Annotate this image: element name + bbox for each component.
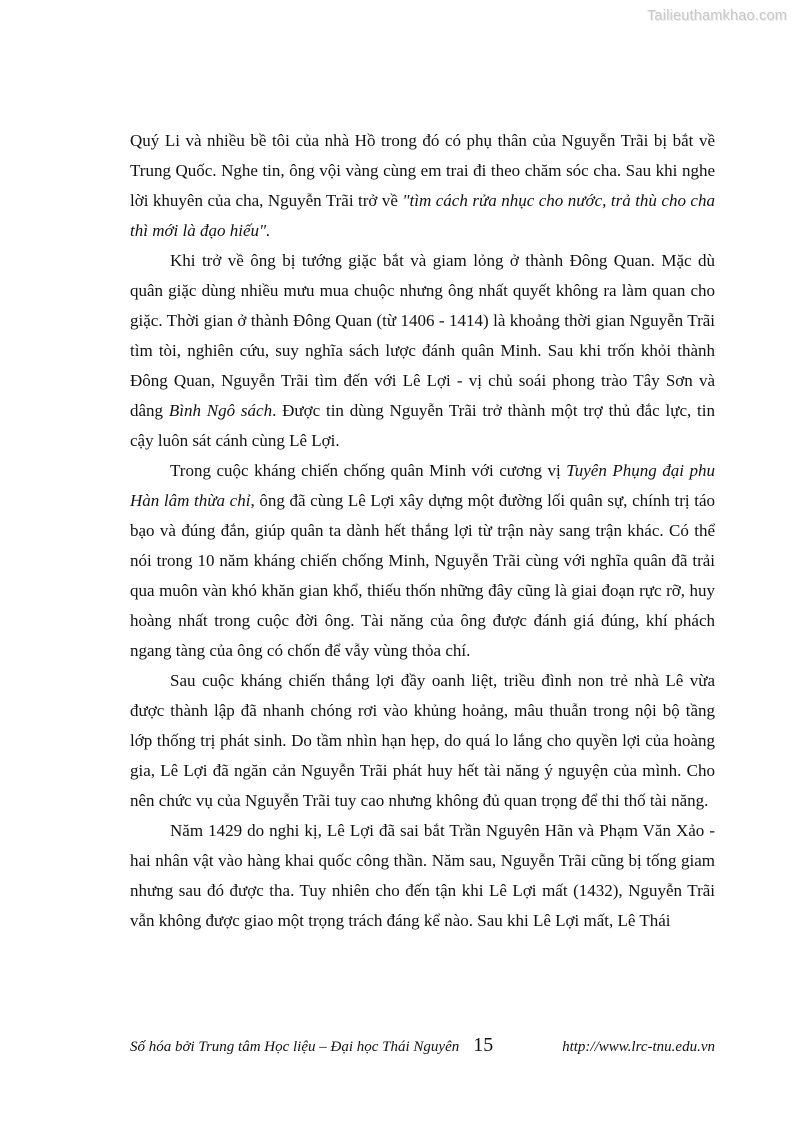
page-footer <box>130 1034 715 1057</box>
footer-digitized-by: Số hóa bởi Trung tâm Học liệu – Đại học Thái Nguyên <box>130 1039 460 1055</box>
italic-text-run: "tìm cách rửa nhục cho nước, trả thù cho cha thì mới là đạo hiếu". <box>130 191 715 240</box>
paragraph <box>130 816 715 936</box>
text-run: Trong cuộc kháng chiến chống quân Minh với cương vị <box>170 461 567 480</box>
page-number: 15 <box>473 1034 494 1056</box>
italic-text-run: Bình Ngô sách <box>168 401 273 420</box>
document-body <box>130 126 715 936</box>
paragraph <box>130 126 715 246</box>
italic-text-run: Tuyên Phụng đại phu Hàn lâm thừa chỉ <box>130 461 715 510</box>
text-run: , ông đã cùng Lê Lợi xây dựng một đường lối quân sự, chính trị táo bạo và đúng đắn, giúp quân ta dành hết thắng lợi từ trận này sang trận khác. Có thể nói trong 10 năm kháng chiến chống Minh, Nguyễn Trãi cùng với nghĩa quân đã trải qua muôn vàn khó khăn gian khổ, thiếu thốn những đây cũng là giai đoạn rực rỡ, huy hoàng nhất trong cuộc đời ông. Tài năng của ông được đánh giá đúng, khí phách ngang tàng của ông có chốn để vẫy vùng thỏa chí. <box>130 491 715 660</box>
paragraph <box>130 456 715 666</box>
text-run: Năm 1429 do nghi kị, Lê Lợi đã sai bắt Trần Nguyên Hãn và Phạm Văn Xảo - hai nhân vật vào hàng khai quốc công thần. Năm sau, Nguyễn Trãi cũng bị tống giam nhưng sau đó được tha. Tuy nhiên cho đến tận khi Lê Lợi mất (1432), Nguyễn Trãi vẫn không được giao một trọng trách đáng kể nào. Sau khi Lê Lợi mất, Lê Thái <box>130 821 715 930</box>
paragraph <box>130 246 715 456</box>
text-run: . Được tin dùng Nguyễn Trãi trở thành một trợ thủ đắc lực, tin cậy luôn sát cánh cùng Lê Lợi. <box>130 401 716 450</box>
text-run: Sau cuộc kháng chiến thắng lợi đầy oanh liệt, triều đình non trẻ nhà Lê vừa được thành lập đã nhanh chóng rơi vào khủng hoảng, mâu thuẫn trong nội bộ tầng lớp thống trị phát sinh. Do tầm nhìn hạn hẹp, do quá lo lắng cho quyền lợi của hoàng gia, Lê Lợi đã ngăn cản Nguyễn Trãi phát huy hết tài năng ý nguyện của mình. Cho nên chức vụ của Nguyễn Trãi tuy cao nhưng không đủ quan trọng để thi thố tài năng. <box>130 671 715 810</box>
text-run: Khi trở về ông bị tướng giặc bắt và giam lỏng ở thành Đông Quan. Mặc dù quân giặc dùng nhiều mưu mua chuộc nhưng ông nhất quyết không ra làm quan cho giặc. Thời gian ở thành Đông Quan (từ 1406 - 1414) là khoảng thời gian Nguyễn Trãi tìm tòi, nghiên cứu, suy nghĩa sách lược đánh quân Minh. Sau khi trốn khỏi thành Đông Quan, Nguyễn Trãi tìm đến với Lê Lợi - vị chủ soái phong trào Tây Sơn và dâng <box>130 251 715 420</box>
footer-url: http://www.lrc-tnu.edu.vn <box>562 1039 715 1055</box>
text-run: Quý Li và nhiều bề tôi của nhà Hồ trong đó có phụ thân của Nguyễn Trãi bị bắt về Trung Quốc. Nghe tin, ông vội vàng cùng em trai đi theo chăm sóc cha. Sau khi nghe lời khuyên của cha, Nguyễn Trãi trở về <box>130 131 715 210</box>
paragraph <box>130 666 715 816</box>
watermark: Tailieuthamkhao.com <box>646 8 787 24</box>
